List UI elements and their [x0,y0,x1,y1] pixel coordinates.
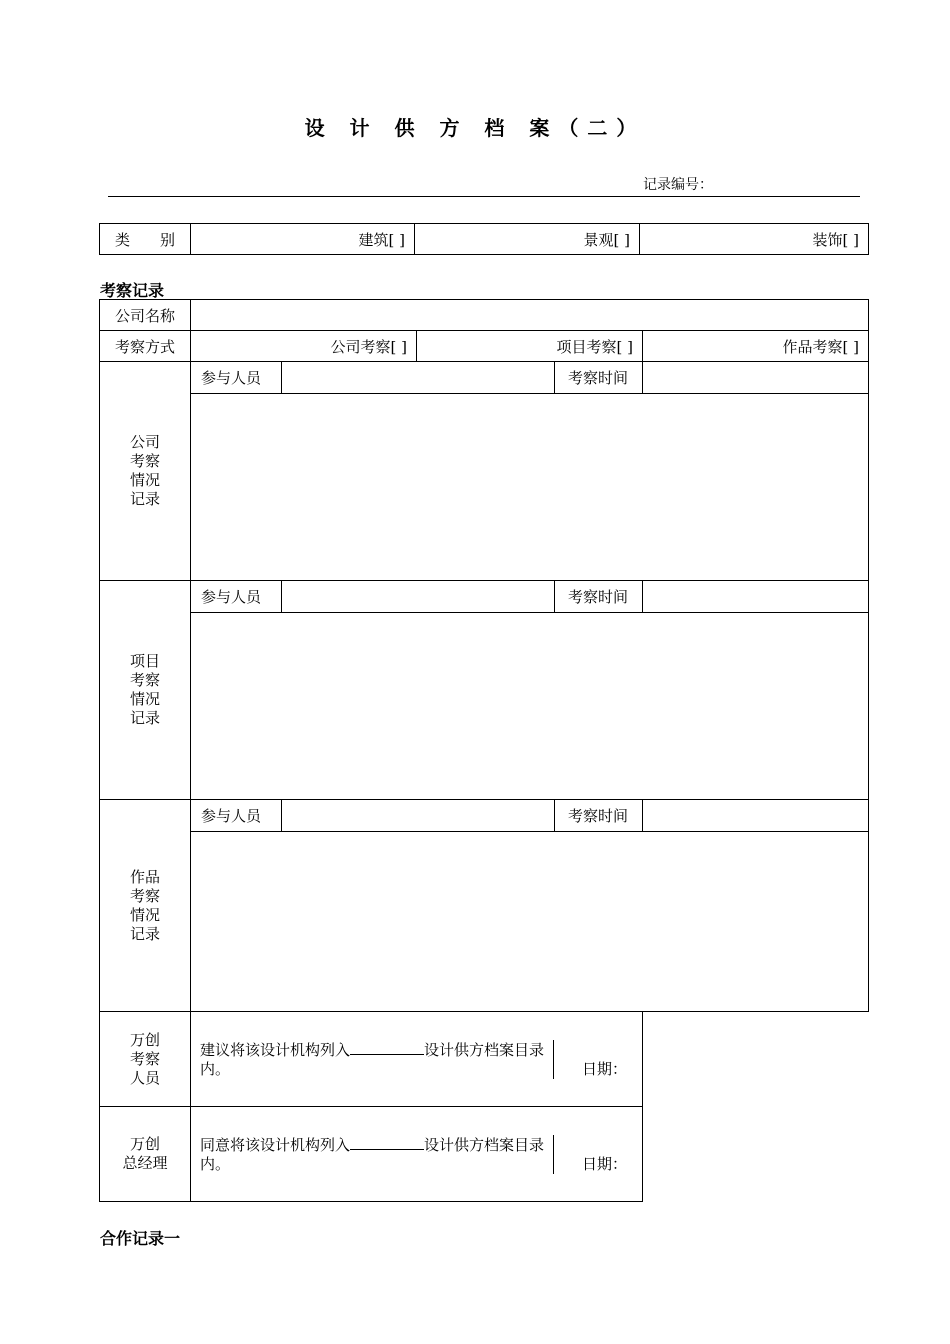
project-inspection-notes[interactable] [191,612,868,798]
works-inspection-block [191,800,868,1010]
participants-field[interactable] [281,800,554,831]
participants-field[interactable] [281,362,554,393]
company-name-field[interactable] [191,300,869,331]
supplier-level-blank[interactable] [350,1135,424,1150]
inspection-time-field[interactable] [642,362,868,393]
category-option-landscape[interactable]: 景观[ ] [415,224,640,255]
company-inspection-label: 公司 考察 情况 记录 [100,362,191,581]
company-name-label: 公司名称 [100,300,191,331]
method-option-project[interactable]: 项目考察[ ] [417,331,643,362]
works-inspection-notes[interactable] [191,831,868,1010]
page-title: 设 计 供 方 档 案（二） [304,116,646,140]
date-label: 日期： [581,1154,627,1173]
inspector-suggestion: 建议将该设计机构列入 设计供方档案目录内。 [191,1040,553,1079]
inspection-time-label: 考察时间 [554,362,642,393]
record-number-label: 记录编号： [643,177,713,193]
participants-label: 参与人员 [191,800,281,831]
inspection-time-field[interactable] [642,800,868,831]
method-option-company[interactable]: 公司考察[ ] [191,331,417,362]
company-inspection-block [191,362,868,579]
inspection-table [99,299,869,1202]
inspector-label: 万创 考察 人员 [100,1012,191,1107]
inspector-signature-area[interactable] [553,1040,642,1079]
works-inspection-label: 作品 考察 情况 记录 [100,800,191,1012]
manager-suggestion-wrap [191,1135,642,1174]
manager-signature-area[interactable] [553,1135,642,1174]
inspection-time-label: 考察时间 [554,800,642,831]
project-inspection-block [191,581,868,798]
category-option-decoration[interactable]: 装饰[ ] [640,224,869,255]
cooperation-section-title: 合作记录一 [100,1229,181,1248]
header-rule [108,196,860,197]
project-inspection-label: 项目 考察 情况 记录 [100,581,191,800]
method-option-works[interactable]: 作品考察[ ] [643,331,869,362]
supplier-level-blank[interactable] [350,1040,424,1055]
category-label: 类 别 [100,224,191,255]
participants-field[interactable] [281,581,554,612]
participants-label: 参与人员 [191,362,281,393]
manager-approval-text: 同意将该设计机构列入 设计供方档案目录内。 [191,1135,553,1174]
general-manager-label: 万创 总经理 [100,1107,191,1202]
participants-label: 参与人员 [191,581,281,612]
method-label: 考察方式 [100,331,191,362]
category-table [99,223,869,255]
category-option-architecture[interactable]: 建筑[ ] [191,224,415,255]
inspection-section-title: 考察记录 [100,281,165,300]
date-label: 日期： [581,1059,627,1078]
inspection-time-label: 考察时间 [554,581,642,612]
company-inspection-notes[interactable] [191,393,868,579]
inspector-suggestion-wrap [191,1040,642,1079]
inspection-time-field[interactable] [642,581,868,612]
